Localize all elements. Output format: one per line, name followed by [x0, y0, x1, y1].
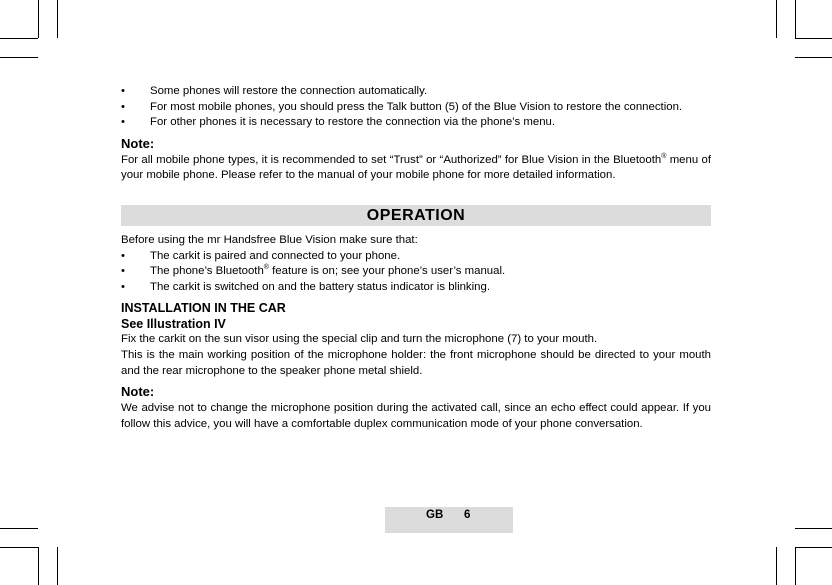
note-text: menu of your mobile phone. Please refer to the manual of your mobile phone for more detailed information.: [121, 153, 711, 182]
note-paragraph: [121, 153, 711, 184]
crop-mark: [795, 57, 832, 58]
crop-mark: [795, 528, 832, 529]
note-heading: Note:: [121, 384, 155, 400]
list-item: [121, 264, 711, 280]
crop-mark: [776, 547, 777, 585]
list-item-text: The phone’s Bluetooth: [150, 265, 264, 278]
list-item-text: feature is on; see your phone’s user’s manual.: [268, 265, 506, 278]
crop-mark: [38, 547, 39, 585]
registered-mark: ®: [661, 152, 667, 160]
language-code: GB: [426, 509, 444, 521]
note-heading: Note:: [121, 135, 155, 151]
list-item: • The carkit is paired and connected to your phone.: [121, 249, 711, 265]
crop-mark: [0, 547, 38, 548]
installation-paragraph: This is the main working position of the microphone holder: the front microphone should be directed to your mouth and the rear microphone to the speaker phone metal shield.: [121, 348, 711, 377]
illustration-reference: See Illustration IV: [121, 317, 226, 332]
installation-heading: INSTALLATION IN THE CAR: [121, 301, 286, 316]
crop-mark: [776, 0, 777, 38]
crop-mark: [38, 0, 39, 38]
installation-paragraph: Fix the carkit on the sun visor using the special clip and turn the microphone (7) to your mouth.: [121, 333, 598, 346]
page-footer: [385, 507, 513, 533]
note-text: For all mobile phone types, it is recommended to set “Trust” or “Authorized” for Blue Vision in the Bluetooth: [121, 153, 662, 166]
list-item: • The carkit is switched on and the battery status indicator is blinking.: [121, 280, 711, 296]
page-content: [121, 84, 711, 432]
list-item: • For most mobile phones, you should press the Talk button (5) of the Blue Vision to restore the connection.: [121, 100, 711, 116]
crop-mark: [795, 0, 796, 38]
crop-mark: [57, 0, 58, 38]
section-title-operation: OPERATION: [121, 205, 711, 226]
crop-mark: [795, 547, 832, 548]
reconnect-bullet-list: [121, 84, 711, 131]
list-item: • For other phones it is necessary to restore the connection via the phone’s menu.: [121, 115, 711, 131]
crop-mark: [0, 528, 38, 529]
note-paragraph: We advise not to change the microphone position during the activated call, since an echo effect could appear. If you follow this advice, you will have a comfortable duplex communication mode of your phone conversation.: [121, 402, 711, 430]
operation-bullet-list: [121, 249, 711, 296]
crop-mark: [0, 38, 38, 39]
crop-mark: [57, 547, 58, 585]
page-number: 6: [464, 509, 471, 521]
crop-mark: [795, 547, 796, 585]
registered-mark: ®: [263, 264, 269, 272]
crop-mark: [795, 38, 832, 39]
crop-mark: [0, 57, 38, 58]
list-item: • Some phones will restore the connection automatically.: [121, 84, 711, 100]
operation-intro: Before using the mr Handsfree Blue Vision make sure that:: [121, 233, 418, 246]
